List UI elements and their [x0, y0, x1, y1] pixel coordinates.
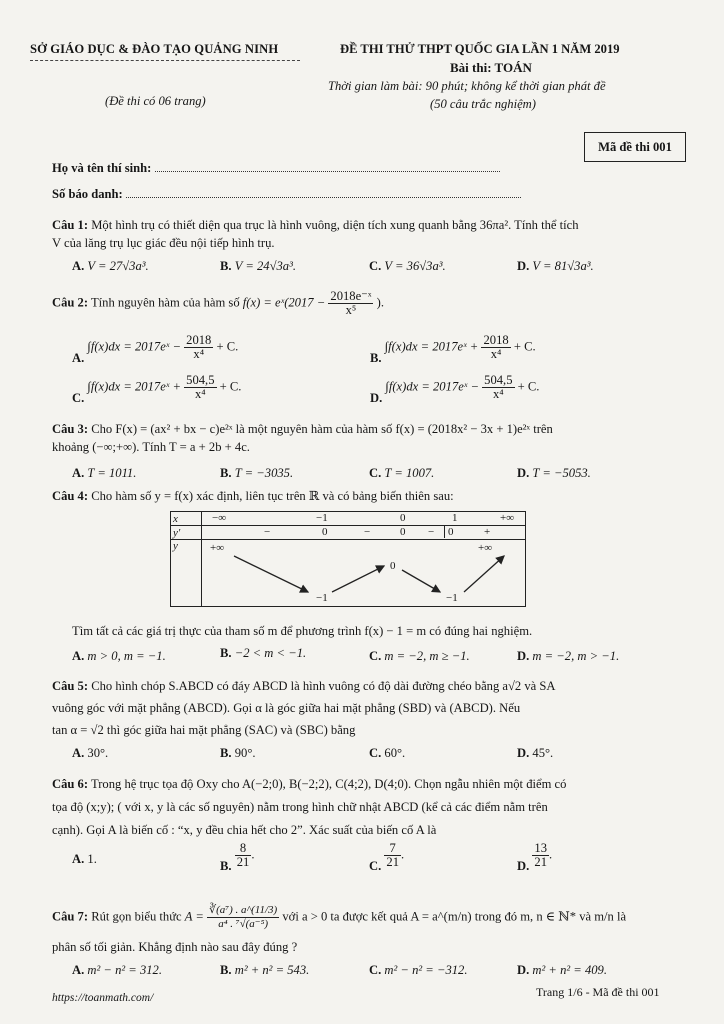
question-7: [52, 904, 626, 931]
x-value: 0: [400, 512, 406, 524]
option-text: T = −3035.: [234, 466, 294, 480]
option-text: ∫f(x)dx = 2017eˣ +: [87, 379, 181, 394]
sign-value: 0: [444, 526, 454, 538]
fraction: $\frac{504,5}{\text{x⁴}}$: [186, 373, 215, 401]
question-4: [52, 488, 454, 504]
q1-option-c[interactable]: [369, 259, 446, 274]
option-text: T = −5053.: [532, 466, 591, 480]
option-letter: D.: [517, 259, 530, 273]
question-label: Câu 1:: [52, 218, 89, 232]
question-text: Trong hệ trục tọa độ Oxy cho A(−2;0), B(−2;2), C(4;2), D(4;0). Chọn ngẫu nhiên một điểm có: [90, 777, 567, 791]
option-letter: A.: [72, 963, 85, 977]
table-cell: [202, 526, 526, 540]
q5-option-c[interactable]: [369, 746, 405, 761]
question-text: Cho F(x) = (ax² + bx − c)e²ˣ là một nguyên hàm của hàm số f(x) = (2018x² − 3x + 1)e²ˣ trên: [91, 422, 553, 436]
exam-title: ĐỀ THI THỬ THPT QUỐC GIA LẦN 1 NĂM 2019: [340, 42, 620, 56]
q7-option-a[interactable]: [72, 963, 162, 978]
q7-option-b[interactable]: [220, 963, 309, 978]
option-letter: B.: [370, 351, 382, 366]
option-text: V = 24√3a³.: [234, 259, 297, 273]
question-text: vuông góc với mặt phẳng (ABCD). Gọi α là góc giữa hai mặt phẳng (SBD) và (ABCD). Nếu: [52, 701, 521, 715]
option-text: 60°.: [384, 746, 406, 760]
option-text: ∫f(x)dx = 2017eˣ −: [87, 339, 181, 354]
question-label: Câu 2:: [52, 295, 89, 310]
question-count: (50 câu trắc nghiệm): [430, 97, 536, 111]
sign-value: 0: [400, 526, 406, 538]
question-text: tọa độ (x;y); ( với x, y là các số nguyên) nằm trong hình chữ nhật ABCD (kể cả các điểm nằm trên: [52, 800, 548, 814]
question-text: khoảng (−∞;+∞). Tính T = a + 2b + 4c.: [52, 440, 250, 454]
q6-option-c[interactable]: C. $\frac{7}{21}$ .: [369, 841, 405, 874]
y-value: −1: [446, 592, 458, 604]
sign-value: 0: [322, 526, 328, 538]
q5-option-a[interactable]: [72, 746, 108, 761]
option-letter: D.: [517, 466, 530, 480]
formula: f(x) = eˣ(2017 −: [242, 295, 326, 310]
question-text: Cho hình chóp S.ABCD có đáy ABCD là hình vuông có độ dài đường chéo bằng a√2 và SA: [91, 679, 556, 693]
x-value: +∞: [500, 512, 515, 524]
q5-option-d[interactable]: [517, 746, 553, 761]
department-name: SỞ GIÁO DỤC & ĐÀO TẠO QUẢNG NINH: [30, 42, 279, 56]
q2-option-a[interactable]: [72, 333, 239, 366]
table-row-y: [171, 540, 526, 607]
option-text: m² − n² = −312.: [384, 963, 468, 977]
q4-option-a[interactable]: [72, 649, 166, 664]
option-letter: B.: [220, 963, 232, 977]
question-text: Cho hàm số y = f(x) xác định, liên tục trên ℝ và có bảng biến thiên sau:: [91, 489, 454, 503]
table-row-x: [171, 512, 526, 526]
fraction: $\frac{\text{∛(a⁷) . a\textasciicircum{}(11/3)}}{\text{a⁴ . ⁷√(a⁻⁵)}}$: [209, 904, 278, 930]
candidate-id-field[interactable]: [126, 186, 521, 198]
option-letter: A.: [72, 466, 85, 480]
table-header-yprime: y': [171, 526, 202, 540]
candidate-name-row: [52, 160, 500, 176]
option-letter: C.: [369, 649, 382, 663]
option-letter: A.: [72, 649, 85, 663]
option-letter: A.: [72, 852, 85, 866]
question-text: Rút gọn biểu thức: [91, 909, 182, 924]
variation-arrows: [204, 540, 524, 606]
x-value: −1: [316, 512, 328, 524]
fraction: $\frac{13}{21}$: [534, 841, 547, 869]
option-letter: C.: [369, 963, 382, 977]
sign-value: −: [428, 526, 435, 538]
fraction: $\frac{8}{21}$: [236, 841, 250, 869]
q1-option-a[interactable]: [72, 259, 149, 274]
option-letter: A.: [72, 351, 85, 366]
formula-tail: ).: [376, 295, 384, 310]
q4-option-c[interactable]: [369, 649, 470, 664]
option-letter: A.: [72, 259, 85, 273]
option-text: m² − n² = 312.: [87, 963, 162, 977]
question-7-line2: phân số tối giản. Khẳng định nào sau đây đúng ?: [52, 940, 298, 954]
option-text: + C.: [513, 339, 536, 354]
option-text: V = 81√3a³.: [532, 259, 594, 273]
y-value: +∞: [478, 542, 493, 554]
sign-value: −: [264, 526, 271, 538]
q2-option-c[interactable]: [72, 373, 242, 406]
option-letter: B.: [220, 746, 232, 760]
question-text: với a > 0 ta được kết quả A = a^(m/n) trong đó m, n ∈ ℕ* và m/n là: [282, 909, 627, 924]
option-letter: B.: [220, 466, 232, 480]
candidate-id-label: Số báo danh:: [52, 187, 123, 201]
candidate-name-label: Họ và tên thí sinh:: [52, 161, 152, 175]
q4-option-d[interactable]: [517, 649, 619, 664]
q3-option-a[interactable]: [72, 466, 136, 481]
option-letter: D.: [517, 649, 530, 663]
question-label: Câu 4:: [52, 489, 89, 503]
option-letter: D.: [517, 963, 530, 977]
question-text: cạnh). Gọi A là biến cố : “x, y đều chia hết cho 2”. Xác suất của biến cố A là: [52, 823, 437, 837]
arrow-down-1: [234, 556, 308, 592]
exam-subject: Bài thi: TOÁN: [450, 60, 532, 75]
header-divider: [30, 60, 300, 61]
option-text: + C.: [517, 379, 540, 394]
q2-option-d[interactable]: [370, 373, 540, 406]
option-text: 1.: [87, 852, 97, 866]
option-text: m = −2, m ≥ −1.: [384, 649, 470, 663]
sign-value: +: [484, 526, 491, 538]
option-text: m² + n² = 543.: [234, 963, 310, 977]
question-label: Câu 7:: [52, 909, 89, 924]
fraction: $\frac{504,5}{\text{x⁴}}$: [484, 373, 513, 401]
q2-option-b[interactable]: [370, 333, 536, 366]
option-letter: C.: [72, 391, 85, 406]
q3-option-c[interactable]: [369, 466, 434, 481]
q5-option-b[interactable]: [220, 746, 256, 761]
question-2: [52, 290, 384, 317]
y-value: −1: [316, 592, 328, 604]
fraction: $\frac{2018}{\text{x⁴}}$: [186, 333, 212, 361]
option-text: 90°.: [234, 746, 256, 760]
question-text: V của lăng trụ lục giác đều nội tiếp hình trụ.: [52, 236, 275, 250]
y-value: 0: [390, 560, 396, 572]
option-text: m² + n² = 409.: [532, 963, 607, 977]
question-label: Câu 3:: [52, 422, 89, 436]
table-cell: [202, 512, 526, 526]
option-text: V = 27√3a³.: [87, 259, 149, 273]
option-text: ∫f(x)dx = 2017eˣ −: [385, 379, 479, 394]
option-letter: C.: [369, 466, 382, 480]
question-label: Câu 6:: [52, 777, 89, 791]
option-letter: B.: [220, 646, 232, 660]
question-label: Câu 5:: [52, 679, 89, 693]
question-text: Một hình trụ có thiết diện qua trục là hình vuông, diện tích xung quanh bằng 36πa². Tính thể tích: [91, 218, 579, 232]
option-text: + C.: [216, 339, 239, 354]
option-letter: B.: [220, 259, 232, 273]
fraction: $\frac{7}{21}$: [386, 841, 399, 869]
option-text: V = 36√3a³.: [384, 259, 446, 273]
x-value: 1: [452, 512, 458, 524]
footer-page-number: Trang 1/6 - Mã đề thi 001: [536, 985, 660, 999]
q3-option-b[interactable]: [220, 466, 293, 481]
option-text: ∫f(x)dx = 2017eˣ +: [384, 339, 479, 354]
option-text: m = −2, m > −1.: [532, 649, 620, 663]
option-letter: C.: [369, 746, 382, 760]
option-text: 30°.: [87, 746, 109, 760]
exam-code-box: Mã đề thi 001: [584, 132, 686, 162]
q6-option-b[interactable]: B. $\frac{8}{21}$ .: [220, 841, 255, 874]
q4-option-b[interactable]: [220, 646, 306, 661]
formula: A =: [184, 909, 204, 924]
question-1: [52, 216, 686, 252]
option-text: T = 1011.: [87, 466, 137, 480]
option-text: 45°.: [532, 746, 554, 760]
sign-value: −: [364, 526, 371, 538]
option-letter: C.: [369, 859, 382, 874]
question-3: [52, 420, 686, 456]
arrow-up-1: [332, 566, 384, 592]
variation-table: [170, 511, 526, 607]
candidate-name-field[interactable]: [155, 160, 500, 172]
q1-option-b[interactable]: [220, 259, 296, 274]
question-text: Tính nguyên hàm của hàm số: [90, 295, 240, 310]
arrow-down-2: [402, 570, 440, 592]
option-letter: D.: [517, 746, 530, 760]
option-text: −2 < m < −1.: [234, 646, 307, 660]
option-text: T = 1007.: [384, 466, 435, 480]
pages-note: (Đề thi có 06 trang): [105, 94, 206, 108]
candidate-id-row: [52, 186, 521, 202]
table-header-y: y: [171, 540, 202, 607]
fraction: $\frac{\text{2018e⁻ˣ}}{\text{x⁵}}$: [330, 289, 372, 317]
option-letter: A.: [72, 746, 85, 760]
q7-option-c[interactable]: [369, 963, 467, 978]
table-cell: [202, 540, 526, 607]
q7-option-d[interactable]: [517, 963, 607, 978]
table-row-yprime: [171, 526, 526, 540]
option-letter: D.: [517, 859, 530, 874]
footer-url[interactable]: https://toanmath.com/: [52, 992, 154, 1004]
q6-option-d[interactable]: D. $\frac{13}{21}$ .: [517, 841, 553, 874]
option-letter: B.: [220, 859, 232, 874]
option-letter: D.: [370, 391, 383, 406]
question-6: [52, 773, 686, 842]
fraction: $\frac{2018}{\text{x⁴}}$: [483, 333, 509, 361]
q6-option-a[interactable]: [72, 852, 97, 867]
q1-option-d[interactable]: [517, 259, 594, 274]
question-text: tan α = √2 thì góc giữa hai mặt phẳng (SAC) và (SBC) bằng: [52, 723, 356, 737]
option-text: + C.: [219, 379, 242, 394]
q3-option-d[interactable]: [517, 466, 591, 481]
arrow-up-2: [464, 556, 504, 592]
table-header-x: x: [171, 512, 202, 526]
question-4-prompt: Tìm tất cả các giá trị thực của tham số m để phương trình f(x) − 1 = m có đúng hai nghiệm.: [72, 624, 533, 638]
exam-time: Thời gian làm bài: 90 phút; không kể thời gian phát đề: [328, 79, 606, 93]
option-letter: C.: [369, 259, 382, 273]
x-value: −∞: [212, 512, 227, 524]
question-5: [52, 675, 686, 741]
y-value: +∞: [210, 542, 225, 554]
option-text: m > 0, m = −1.: [87, 649, 166, 663]
